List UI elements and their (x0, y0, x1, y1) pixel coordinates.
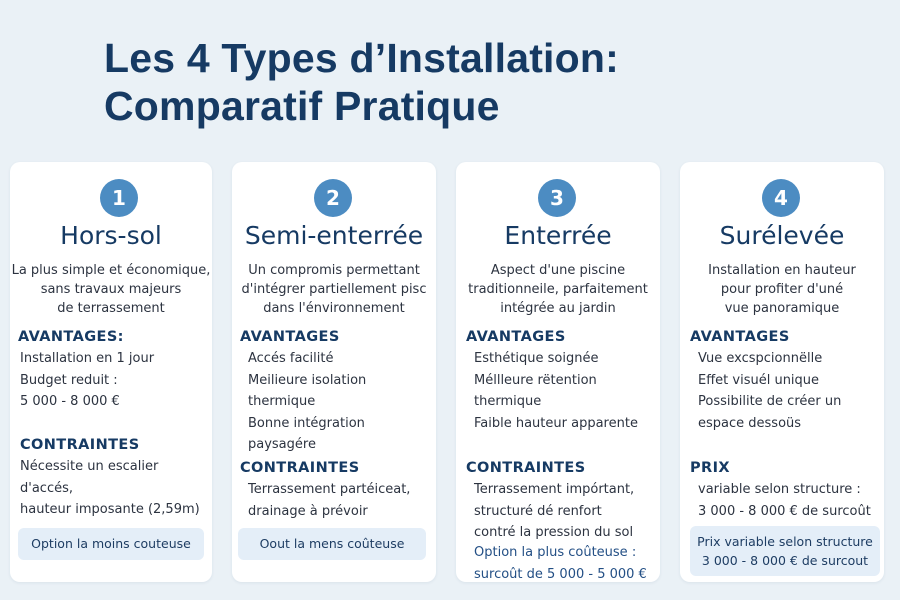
card-title: Hors-sol (60, 221, 162, 250)
list-item: d'accés, (20, 480, 73, 496)
constraints-list (20, 456, 200, 521)
summary-pill-line: Prix variable selon structure (697, 534, 873, 549)
list-item: Terrassement partéiceat, (248, 482, 411, 497)
description-line: La plus simple et économique, (11, 263, 211, 278)
description-line: pour profiter d'uné (720, 282, 844, 297)
list-item: Terrassement impórtant, (474, 482, 635, 497)
constraints-heading: CONTRAINTES (240, 460, 360, 476)
list-item: hauteur imposante (2,59m) (20, 502, 200, 517)
card-description (10, 261, 212, 318)
price-heading: PRIX (690, 460, 730, 476)
description-line: Un compromis permettant (248, 263, 420, 278)
card-surelevee (680, 162, 884, 582)
list-item: structuré dé renfort (474, 503, 602, 519)
list-item: Accés facilité (248, 351, 334, 366)
list-item: Possibilite de créer un (698, 394, 842, 409)
description-line: vue panoramique (724, 301, 840, 316)
number-badge: 1 (100, 179, 138, 217)
list-item: Meilieure isolation (248, 372, 367, 388)
constraints-heading: CONTRAINTES (20, 437, 140, 453)
card-hors-sol (10, 162, 212, 582)
description-line: Aspect d'une piscine (490, 263, 626, 278)
description-line: d'intégrer partiellement pisc (241, 282, 427, 297)
constraints-heading: CONTRAINTES (466, 460, 586, 476)
advantages-heading: AVANTAGES (240, 329, 340, 345)
card-description (232, 261, 436, 318)
card-title: Surélevée (719, 221, 845, 250)
cost-note-line: surcoût de 5 000 - 5 000 € (474, 566, 647, 582)
list-item: variable selon structure : (698, 482, 861, 497)
summary-pill-line: 3 000 - 8 000 € de surcout (701, 553, 869, 568)
advantages-heading: AVANTAGES: (18, 329, 124, 345)
advantages-list (248, 348, 366, 456)
advantages-heading: AVANTAGES (690, 329, 790, 345)
description-line: traditionneile, parfaitement (468, 282, 648, 297)
page-title-line-1: Les 4 Types d’Installation: (104, 35, 619, 81)
list-item: Nécessite un escalier (20, 459, 159, 474)
summary-pill: Option la moins couteuse (18, 528, 204, 560)
card-semi-enterree (232, 162, 436, 582)
list-item: Installation en 1 jour (20, 351, 155, 366)
list-item: thermique (474, 394, 542, 409)
description-line: sans travaux majeurs (40, 282, 182, 297)
cost-note-line: Option la plus coûteuse : (474, 545, 637, 560)
advantages-list (20, 348, 154, 413)
number-badge: 3 (538, 179, 576, 217)
price-list (698, 479, 871, 522)
card-description (680, 261, 884, 318)
advantages-list (698, 348, 841, 434)
cost-note (474, 542, 647, 582)
list-item: Budget reduit : (20, 372, 118, 388)
list-item: thermique (248, 394, 316, 409)
list-item: Bonne intégration (248, 415, 365, 431)
page-title-line-2: Comparatif Pratique (104, 83, 500, 129)
page-title (104, 34, 619, 130)
description-line: intégrée au jardin (500, 301, 616, 316)
list-item: Esthétique soignée (474, 351, 599, 366)
card-title: Enterrée (504, 221, 612, 250)
summary-pill: Oout la mens coûteuse (238, 528, 426, 560)
description-line: dans l'énvironnement (263, 301, 405, 316)
list-item: 5 000 - 8 000 € (20, 394, 120, 409)
list-item: drainage à prévoir (248, 503, 368, 519)
constraints-list (474, 479, 634, 544)
advantages-heading: AVANTAGES (466, 329, 566, 345)
list-item: espace dessoüs (698, 415, 802, 431)
card-title: Semi-enterrée (244, 221, 424, 250)
card-description (456, 261, 660, 318)
card-enterree (456, 162, 660, 582)
list-item: contré la pression du sol (474, 525, 634, 540)
list-item: 3 000 - 8 000 € de surcoût (698, 503, 871, 519)
list-item: Faible hauteur apparente (474, 415, 638, 431)
number-badge: 2 (314, 179, 352, 217)
list-item: Effet visuél unique (698, 372, 820, 388)
list-item: Vue excspcionnëlle (698, 351, 823, 366)
advantages-list (474, 348, 638, 434)
summary-pill (690, 526, 880, 576)
list-item: Méllleure rëtention (474, 372, 597, 388)
description-line: Installation en hauteur (708, 263, 856, 278)
list-item: paysagére (248, 437, 316, 452)
constraints-list (248, 479, 410, 522)
number-badge: 4 (762, 179, 800, 217)
description-line: de terrassement (57, 301, 165, 316)
